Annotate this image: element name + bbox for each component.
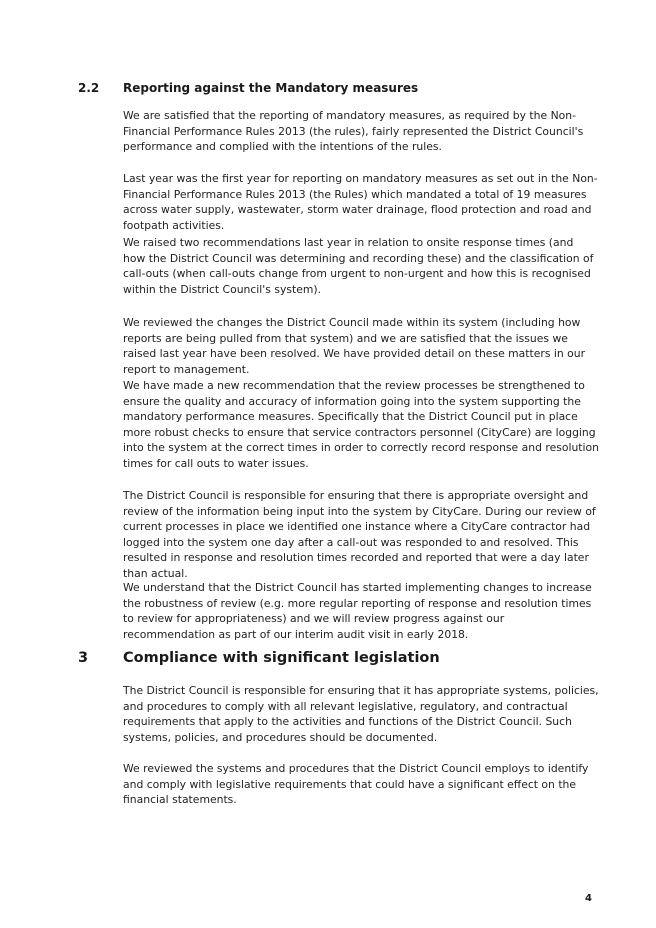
paragraph: The District Council is responsible for ensuring that it has appropriate systems, policies, and procedures to comply with all relevant legislative, regulatory, and contractual requirements that apply to the activities and functions of the District Council. Such systems, policies, and procedures should be documented. [123,684,599,744]
paragraph: We understand that the District Council has started implementing changes to increase the robustness of review (e.g. more regular reporting of response and resolution times to review for appropriateness) and we will review progress against our recommendation as part of our interim audit visit in early 2018. [123,581,592,641]
section-number: 3 [78,650,89,666]
section-2-2-heading [78,81,419,95]
paragraph: Last year was the first year for reporting on mandatory measures as set out in the Non-Financial Performance Rules 2013 (the Rules) which mandated a total of 19 measures across water supply, wastewater, storm water drainage, flood protection and road and footpath activities. [123,172,598,232]
section-3-heading [78,650,440,666]
paragraph: We have made a new recommendation that the review processes be strengthened to ensure the quality and accuracy of information going into the system supporting the mandatory performance measures. Specifically that the District Council put in place more robust checks to ensure that service contractors personnel (CityCare) are logging into the system at the correct times in order to correctly record response and resolution times for call outs to water issues. [123,379,599,470]
paragraph: We are satisfied that the reporting of mandatory measures, as required by the Non-Financial Performance Rules 2013 (the rules), fairly represented the District Council's performance and complied with the intentions of the rules. [123,109,584,153]
page-number: 4 [585,893,592,904]
paragraph: We reviewed the systems and procedures that the District Council employs to identify and comply with legislative requirements that could have a significant effect on the financial statements. [123,762,589,806]
section-number: 2.2 [78,81,100,95]
paragraph: The District Council is responsible for ensuring that there is appropriate oversight and review of the information being input into the system by CityCare. During our review of current processes in place we identified one instance where a CityCare contractor had logged into the system one day after a call-out was responded to and resolved. This resulted in response and resolution times recorded and reported that were a day later than actual. [123,489,596,580]
section-title: Reporting against the Mandatory measures [123,81,419,95]
paragraph: We raised two recommendations last year in relation to onsite response times (and how the District Council was determining and recording these) and the classification of call-outs (when call-outs change from urgent to non-urgent and how this is recognised within the District Council's system). [123,236,594,296]
section-title: Compliance with significant legislation [123,650,440,666]
paragraph: We reviewed the changes the District Council made within its system (including how reports are being pulled from that system) and we are satisfied that the issues we raised last year have been resolved. We have provided detail on these matters in our report to management. [123,316,586,376]
